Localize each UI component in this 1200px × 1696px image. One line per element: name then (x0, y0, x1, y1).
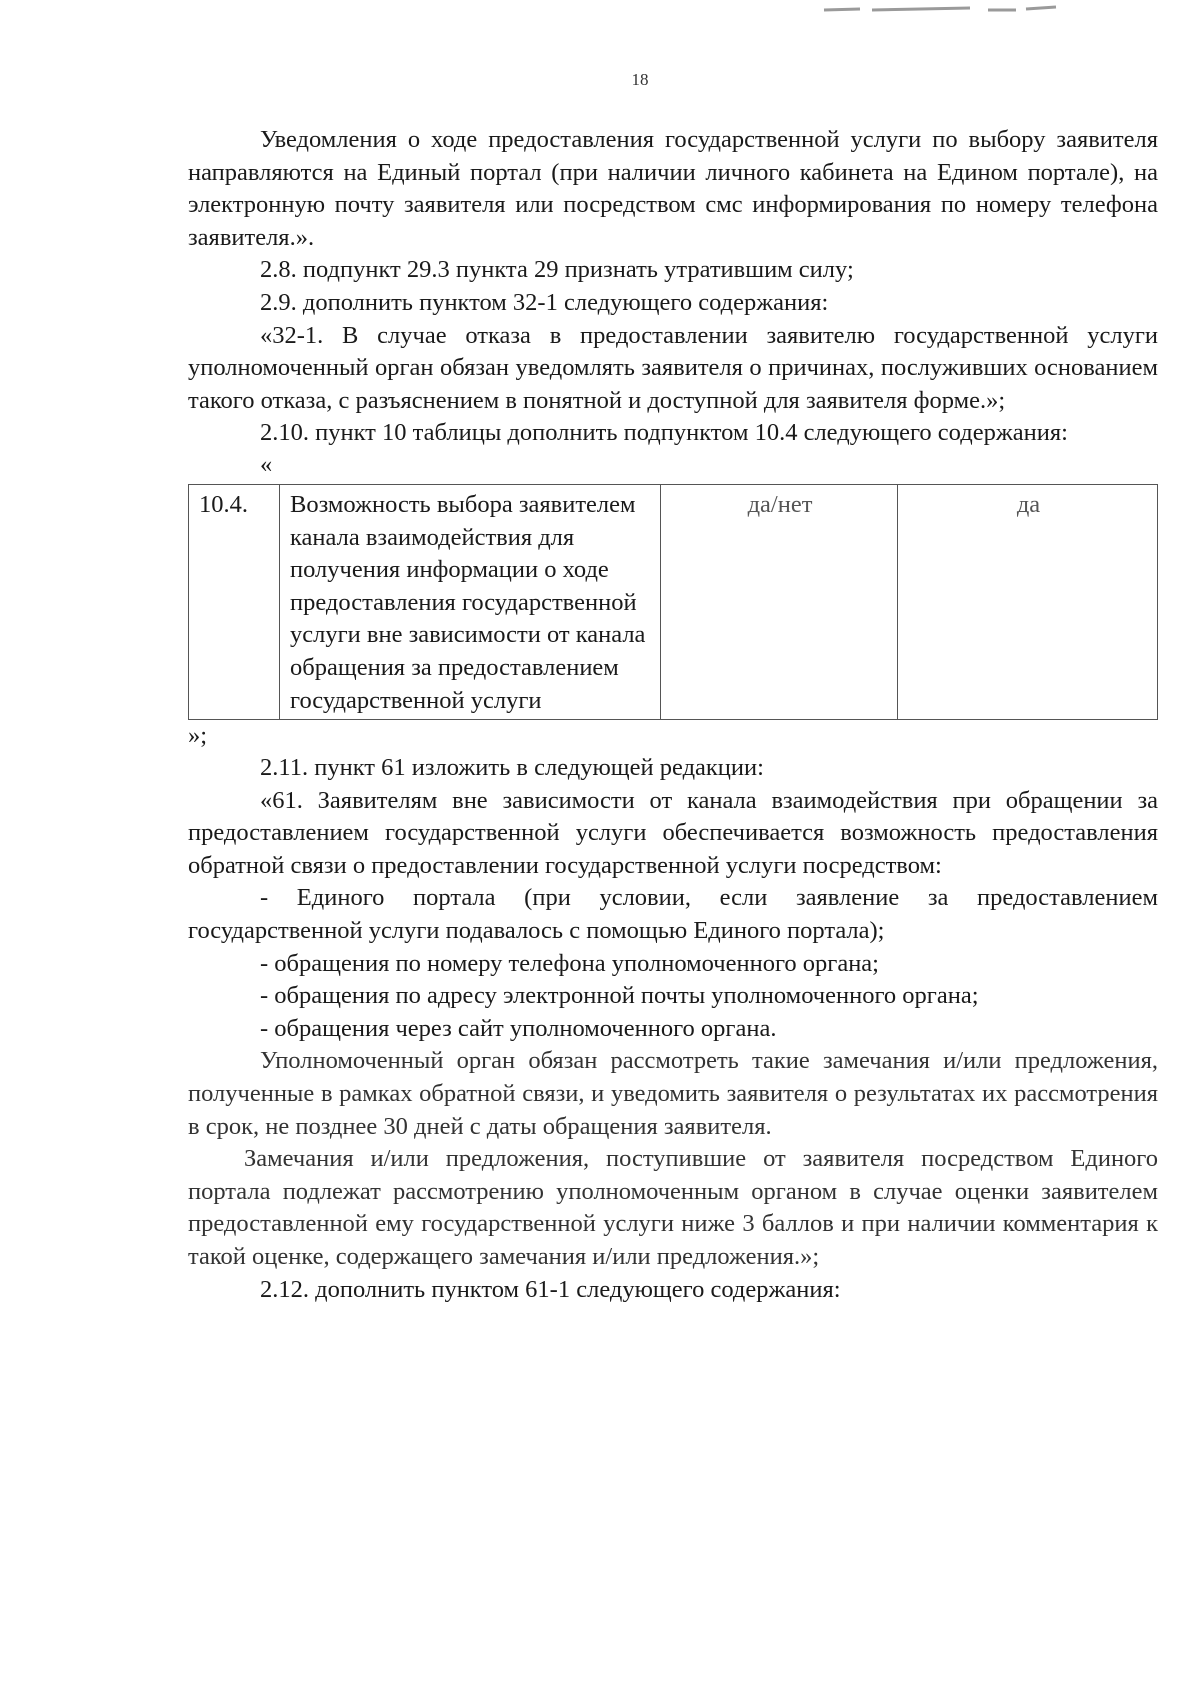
quote-close-mark: »; (188, 722, 208, 750)
table-cell-value: да (898, 484, 1158, 719)
paragraph-notifications: Уведомления о ходе предоставления государственной услуги по выбору заявителя направляются на Единый портал (при наличии личного кабинета на Едином портале), на электронную почту заявителя или посредством смс информирования по номеру телефона заявителя.». (188, 126, 1158, 251)
table-cell-unit: да/нет (661, 484, 898, 719)
list-item-phone: - обращения по номеру телефона уполномоченного органа; (260, 949, 879, 977)
page-number: 18 (631, 70, 649, 89)
quote-open-mark: « (260, 450, 273, 478)
paragraph-61: «61. Заявителям вне зависимости от канала взаимодействия при обращении за предоставлением государственной услуги обеспечивается возможность предоставления обратной связи о предоставлении государственной услуги посредством: (188, 786, 1158, 879)
paragraph-2-12: 2.12. дополнить пунктом 61-1 следующего содержания: (260, 1275, 841, 1303)
paragraph-2-11: 2.11. пункт 61 изложить в следующей редакции: (260, 754, 764, 782)
paragraph-2-9: 2.9. дополнить пунктом 32-1 следующего содержания: (260, 288, 829, 316)
list-item-portal: - Единого портала (при условии, если заявление за предоставлением государственной услуги подавалось с помощью Единого портала); (188, 884, 1158, 945)
paragraph-2-8: 2.8. подпункт 29.3 пункта 29 признать утратившим силу; (260, 256, 854, 284)
paragraph-portal-remarks: Замечания и/или предложения, поступившие от заявителя посредством Единого портала подлежат рассмотрению уполномоченным органом в случае оценки заявителем предоставленной ему государственной услуги ниже 3 баллов и при наличии комментария к такой оценке, содержащего замечания и/или предложения.»; (188, 1145, 1158, 1270)
table-row (189, 484, 1158, 719)
document-body (188, 124, 1158, 1306)
paragraph-32-1: «32-1. В случае отказа в предоставлении заявителю государственной услуги уполномоченный орган обязан уведомлять заявителя о причинах, послуживших основанием такого отказа, с разъяснением в понятной и доступной для заявителя форме.»; (188, 321, 1158, 414)
paragraph-review-obligation: Уполномоченный орган обязан рассмотреть такие замечания и/или предложения, полученные в рамках обратной связи, и уведомить заявителя о результатах их рассмотрения в срок, не позднее 30 дней с даты обращения заявителя. (188, 1047, 1158, 1140)
list-item-email: - обращения по адресу электронной почты уполномоченного органа; (260, 982, 979, 1010)
scan-artifact-mark (820, 4, 1060, 14)
list-item-site: - обращения через сайт уполномоченного органа. (260, 1014, 777, 1042)
amendment-table (188, 484, 1158, 720)
table-cell-description: Возможность выбора заявителем канала взаимодействия для получения информации о ходе предоставления государственной услуги вне зависимости от канала обращения за предоставлением государственной услуги (280, 484, 661, 719)
paragraph-2-10: 2.10. пункт 10 таблицы дополнить подпунктом 10.4 следующего содержания: (260, 419, 1068, 447)
table-cell-number: 10.4. (189, 484, 280, 719)
